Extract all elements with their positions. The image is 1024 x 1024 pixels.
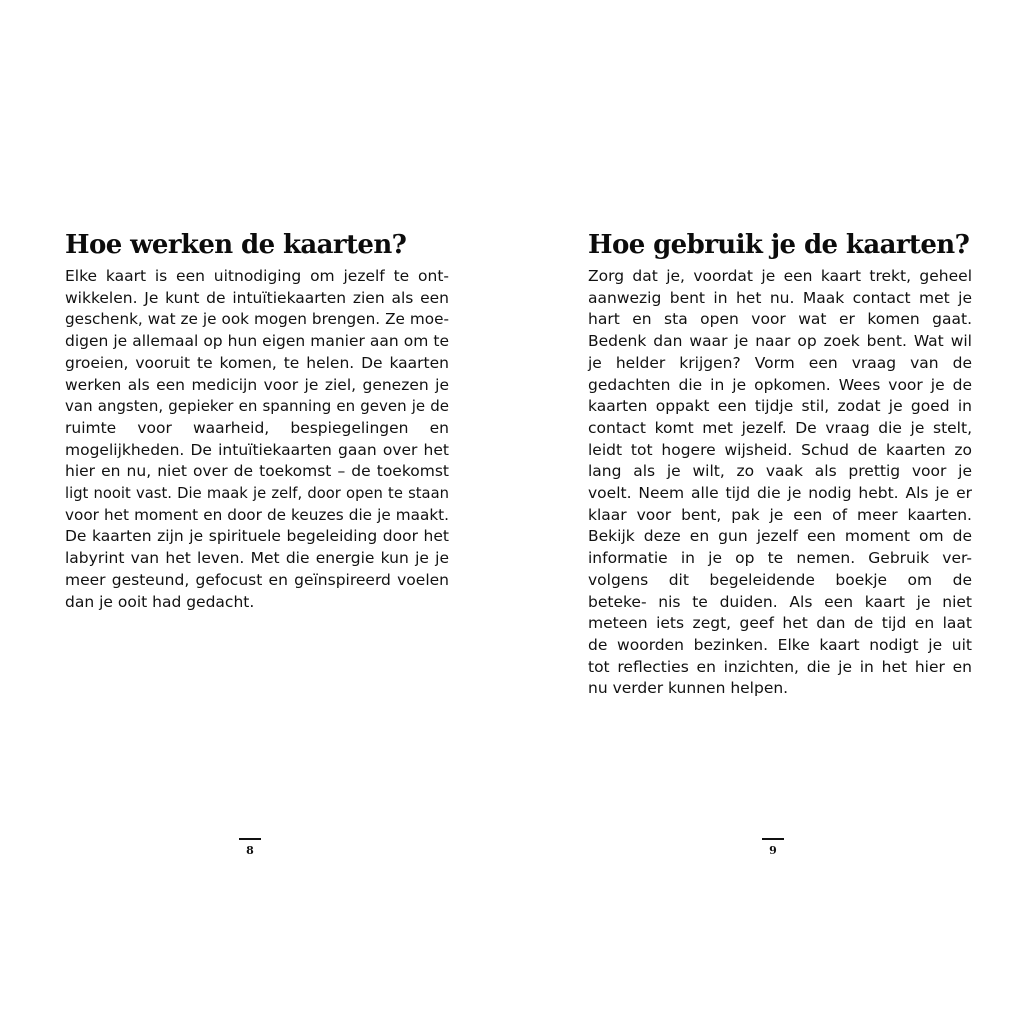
text-line: Bedenk dan waar je naar op zoek bent. Wat wil — [588, 332, 972, 351]
page-number — [762, 838, 784, 857]
text-line: hier en nu, niet over de toekomst – de toekomst — [65, 462, 449, 481]
text-line: ligt nooit vast. Die maak je zelf, door open te staan — [65, 485, 449, 503]
text-line: beteke- nis te duiden. Als een kaart je niet — [588, 592, 972, 611]
text-line: tot reflecties en inzichten, die je in het hier en — [588, 657, 972, 676]
text-line: voelt. Neem alle tijd die je nodig hebt. Als je er — [588, 484, 972, 503]
text-line: digen je allemaal op hun eigen manier aan om te — [65, 332, 449, 351]
text-line: gedachten die in je opkomen. Wees voor je de — [588, 375, 972, 394]
body-text — [65, 266, 449, 613]
text-line: klaar voor bent, pak je een of meer kaarten. — [588, 505, 972, 524]
text-line: kaarten oppakt een tijdje stil, zodat je goed in — [588, 397, 972, 416]
right-page — [512, 0, 1024, 1024]
text-line: nu verder kunnen helpen. — [588, 679, 789, 698]
folio-rule — [239, 838, 261, 840]
text-line: labyrint van het leven. Met die energie kun je je — [65, 549, 449, 568]
text-line: dan je ooit had gedacht. — [65, 592, 255, 611]
text-line: lang als je wilt, zo vaak als prettig voor je — [588, 462, 972, 481]
text-line: groeien, vooruit te komen, te helen. De kaarten — [65, 353, 449, 372]
text-line: mogelijkheden. De intuïtiekaarten gaan over het — [65, 440, 449, 459]
page-number-text: 9 — [769, 844, 777, 857]
text-line: meteen iets zegt, geef het dan de tijd en laat — [588, 614, 972, 633]
text-line: wikkelen. Je kunt de intuïtiekaarten zien als een — [65, 288, 449, 307]
text-line: contact komt met jezelf. De vraag die je stelt, — [588, 418, 972, 437]
page-heading: Hoe werken de kaarten? — [65, 230, 407, 260]
folio-rule — [762, 838, 784, 840]
text-line: werken als een medicijn voor je ziel, genezen je — [65, 375, 449, 394]
text-line: Zorg dat je, voordat je een kaart trekt, geheel — [588, 267, 972, 285]
left-page-content — [65, 228, 449, 613]
text-line: De kaarten zijn je spirituele begeleiding door het — [65, 527, 449, 546]
text-line: van angsten, gepieker en spanning en geven je de — [65, 397, 449, 416]
page-heading: Hoe gebruik je de kaarten? — [588, 230, 970, 260]
text-line: hart en sta open voor wat er komen gaat. — [588, 310, 972, 329]
text-line: je helder krijgen? Vorm een vraag van de — [588, 353, 972, 372]
right-page-content — [588, 228, 972, 700]
page-number — [239, 838, 261, 857]
text-line: informatie in je op te nemen. Gebruik ver- — [588, 549, 972, 568]
text-line: meer gesteund, gefocust en geïnspireerd voelen — [65, 570, 449, 589]
text-line: leidt tot hogere wijsheid. Schud de kaarten zo — [588, 440, 972, 459]
text-line: volgens dit begeleidende boekje om de — [588, 570, 972, 589]
text-line: geschenk, wat ze je ook mogen brengen. Ze moe- — [65, 310, 449, 329]
text-line: Elke kaart is een uitnodiging om jezelf te ont- — [65, 267, 449, 285]
body-text — [588, 266, 972, 700]
text-line: Bekijk deze en gun jezelf een moment om de — [588, 527, 972, 546]
text-line: voor het moment en door de keuzes die je maakt. — [65, 505, 449, 524]
text-line: de woorden bezinken. Elke kaart nodigt je uit — [588, 635, 972, 654]
text-line: aanwezig bent in het nu. Maak contact met je — [588, 288, 972, 307]
page-number-text: 8 — [246, 844, 254, 857]
text-line: ruimte voor waarheid, bespiegelingen en — [65, 418, 449, 437]
